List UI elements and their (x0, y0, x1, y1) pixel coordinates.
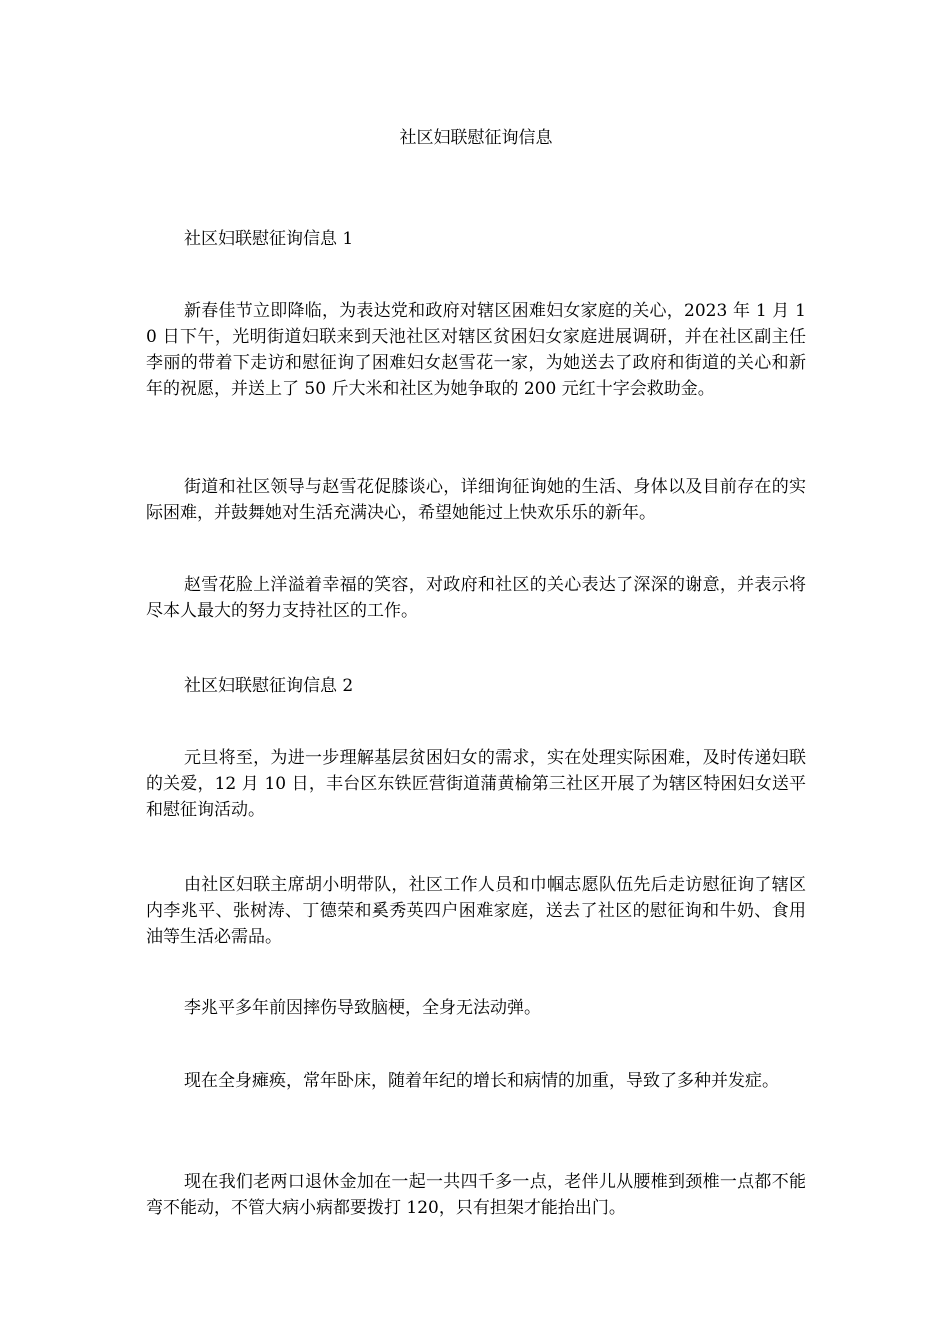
document-title: 社区妇联慰征询信息 (399, 128, 553, 148)
paragraph: 由社区妇联主席胡小明带队，社区工作人员和巾帼志愿队伍先后走访慰征询了辖区内李兆平、张树涛、丁德荣和奚秀英四户困难家庭，送去了社区的慰征询和牛奶、食用油等生活必需品。 (146, 875, 806, 947)
section-heading-2: 社区妇联慰征询信息 2 (184, 676, 354, 696)
paragraph: 新春佳节立即降临，为表达党和政府对辖区困难妇女家庭的关心，2023 年 1 月 10 日下午，光明街道妇联来到天池社区对辖区贫困妇女家庭进展调研，并在社区副主任李丽的带着下走访和慰征询了困难妇女赵雪花一家，为她送去了政府和街道的关心和新年的祝愿，并送上了 50 斤大米和社区为她争取的 200 元红十字会救助金。 (146, 301, 806, 399)
paragraph: 李兆平多年前因摔伤导致脑梗，全身无法动弹。 (184, 998, 541, 1018)
paragraph: 元旦将至，为进一步理解基层贫困妇女的需求，实在处理实际困难，及时传递妇联的关爱，12 月 10 日，丰台区东铁匠营街道蒲黄榆第三社区开展了为辖区特困妇女送平和慰征询活动。 (146, 748, 806, 820)
paragraph: 现在全身瘫痪，常年卧床，随着年纪的增长和病情的加重，导致了多种并发症。 (184, 1071, 779, 1091)
section-heading-1: 社区妇联慰征询信息 1 (184, 229, 354, 249)
paragraph: 现在我们老两口退休金加在一起一共四千多一点，老伴儿从腰椎到颈椎一点都不能弯不能动，不管大病小病都要拨打 120，只有担架才能抬出门。 (146, 1172, 806, 1218)
paragraph: 赵雪花脸上洋溢着幸福的笑容，对政府和社区的关心表达了深深的谢意，并表示将尽本人最大的努力支持社区的工作。 (146, 575, 806, 621)
paragraph: 街道和社区领导与赵雪花促膝谈心，详细询征询她的生活、身体以及目前存在的实际困难，并鼓舞她对生活充满决心，希望她能过上快欢乐乐的新年。 (146, 477, 806, 523)
